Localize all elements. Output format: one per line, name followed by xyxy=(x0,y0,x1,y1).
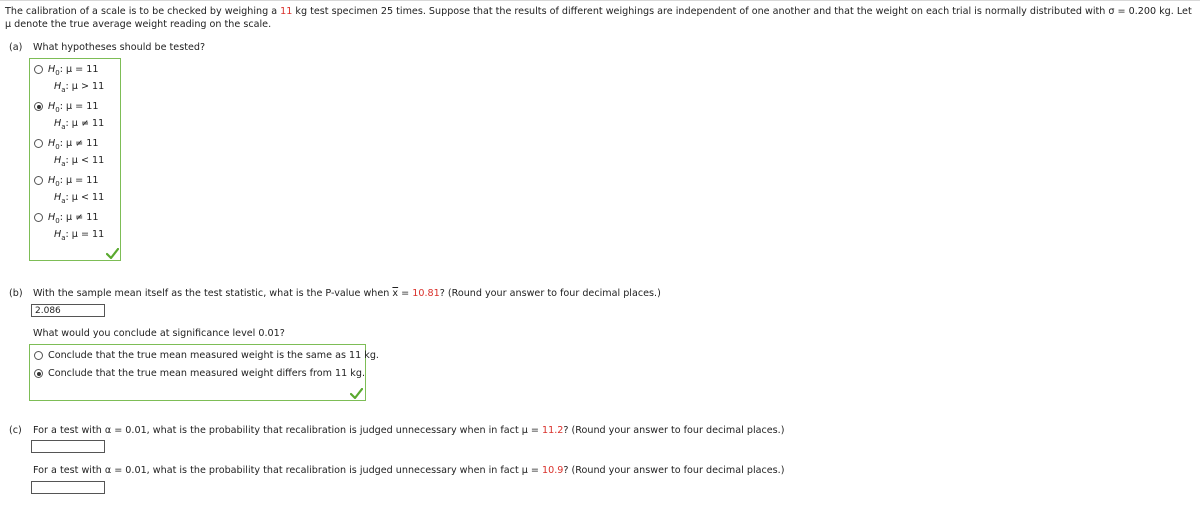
probability-input-11-2[interactable] xyxy=(31,440,105,453)
part-a-label: (a) xyxy=(9,42,23,53)
part-b-question-eq: = xyxy=(398,288,413,299)
xbar-symbol: x xyxy=(392,288,399,299)
alternative-hypothesis: $H_a$: μ < 11 xyxy=(54,155,105,168)
part-c-q1-pre: For a test with α = 0.01, what is the probability that recalibration is judged unnecessary when in fact μ = xyxy=(33,425,543,436)
part-c-q2-mu: 10.9 xyxy=(542,465,564,476)
xbar-value: 10.81 xyxy=(412,288,440,299)
hypothesis-radio[interactable] xyxy=(34,213,43,222)
alternative-hypothesis: $H_a$: μ > 11 xyxy=(54,81,105,94)
part-b-conclude-question: What would you conclude at significance level 0.01? xyxy=(33,328,285,339)
conclusion-radio-same[interactable] xyxy=(34,351,43,360)
part-c-label: (c) xyxy=(9,425,22,436)
null-hypothesis: $H_0$: μ = 11 xyxy=(48,64,99,77)
conclusion-label-same: Conclude that the true mean measured weight is the same as 11 kg. xyxy=(48,350,379,361)
conclusion-radio-differs[interactable] xyxy=(34,369,43,378)
part-c-question-2 xyxy=(33,465,784,476)
probability-input-10-9[interactable] xyxy=(31,481,105,494)
null-hypothesis: $H_0$: μ ≠ 11 xyxy=(48,212,99,225)
part-c-q2-pre: For a test with α = 0.01, what is the probability that recalibration is judged unnecessary when in fact μ = xyxy=(33,465,543,476)
part-b-question-pre: With the sample mean itself as the test statistic, what is the P-value when xyxy=(33,288,393,299)
hypothesis-radio[interactable] xyxy=(34,176,43,185)
alternative-hypothesis: $H_a$: μ < 11 xyxy=(54,192,105,205)
part-b-conclusions-box xyxy=(29,344,379,401)
part-b-label: (b) xyxy=(9,288,23,299)
alternative-hypothesis: $H_a$: μ ≠ 11 xyxy=(54,118,105,131)
part-b-question-post: ? (Round your answer to four decimal places.) xyxy=(439,288,661,299)
part-c-q1-post: ? (Round your answer to four decimal places.) xyxy=(563,425,785,436)
top-divider xyxy=(0,0,1200,1)
conclusion-label-differs: Conclude that the true mean measured weight differs from 11 kg. xyxy=(48,368,365,379)
null-hypothesis: $H_0$: μ ≠ 11 xyxy=(48,138,99,151)
part-b-question xyxy=(33,288,661,299)
intro-mass-value: 11 xyxy=(280,6,293,17)
correct-check-icon xyxy=(350,388,363,399)
hypothesis-radio[interactable] xyxy=(34,65,43,74)
part-c-q1-mu: 11.2 xyxy=(542,425,564,436)
part-a-question: What hypotheses should be tested? xyxy=(33,42,206,53)
part-a-options-box xyxy=(29,58,121,261)
part-c-question-1 xyxy=(33,425,784,436)
intro-text-1: The calibration of a scale is to be checked by weighing a xyxy=(5,6,281,17)
p-value-input[interactable]: 2.086 xyxy=(31,304,105,317)
problem-intro xyxy=(5,6,1195,31)
part-c-q2-post: ? (Round your answer to four decimal places.) xyxy=(563,465,785,476)
null-hypothesis: $H_0$: μ = 11 xyxy=(48,175,99,188)
alternative-hypothesis: $H_a$: μ = 11 xyxy=(54,229,105,242)
null-hypothesis: $H_0$: μ = 11 xyxy=(48,101,99,114)
correct-check-icon xyxy=(106,248,119,259)
hypothesis-radio[interactable] xyxy=(34,139,43,148)
intro-text-2: kg test specimen 25 times. Suppose that the results of different weighings are independent of one another and that the weight on each trial is normally distributed with σ = 0.200 kg. Let μ denote the true average weight reading on the scale. xyxy=(5,6,1192,30)
hypothesis-radio[interactable] xyxy=(34,102,43,111)
